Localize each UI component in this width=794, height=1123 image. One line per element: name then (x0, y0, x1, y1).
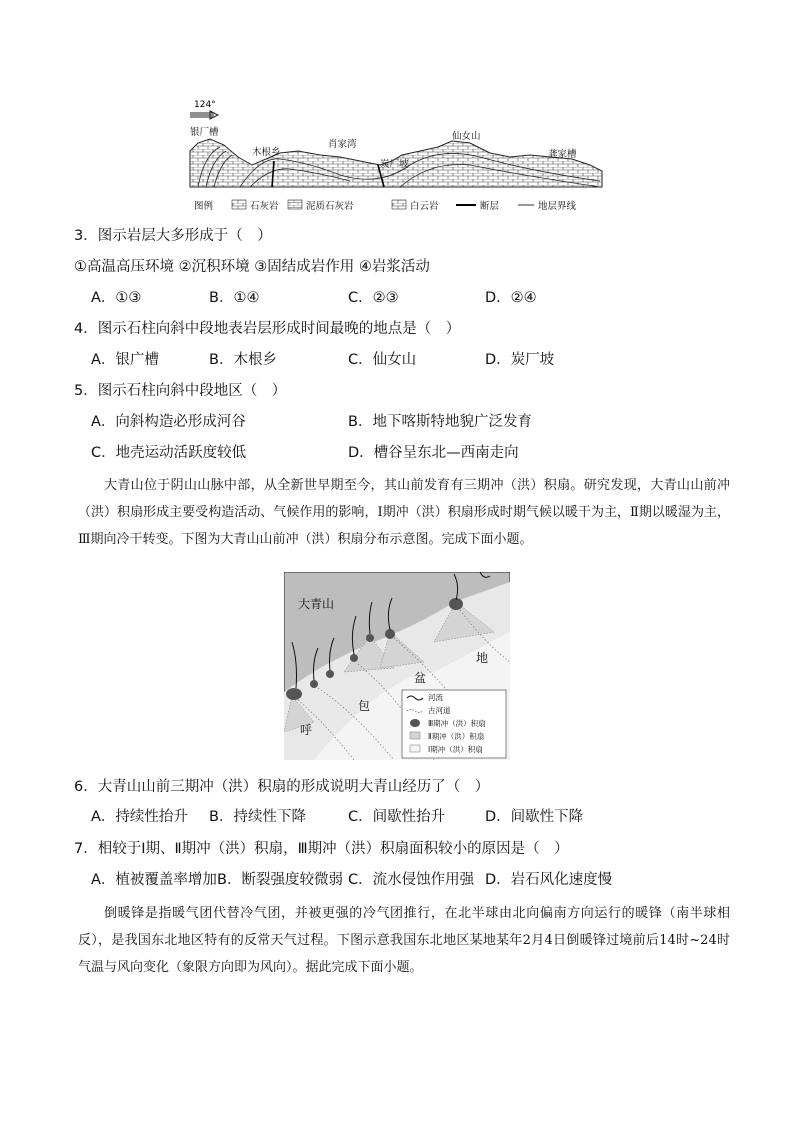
q3-option-a[interactable]: A．①③ (91, 290, 142, 306)
legend-fan2: Ⅱ期冲（洪）积扇 (428, 732, 485, 741)
question-3-stem: 3．图示岩层大多形成于（ ） (74, 228, 272, 244)
legend-fan3-swatch (410, 719, 420, 727)
place-label-yinguangcao: 银厂槽 (190, 127, 219, 138)
place-label-tanchangpo: 炭厂坡 (380, 159, 409, 170)
q3-option-b[interactable]: B．①④ (209, 290, 260, 306)
q7-option-c[interactable]: C．流水侵蚀作用强 (348, 872, 475, 888)
legend-fault: 断层 (480, 201, 500, 212)
q5-option-b[interactable]: B．地下喀斯特地貌广泛发育 (348, 414, 532, 430)
legend-swatch-limestone (232, 200, 246, 209)
q6-option-d[interactable]: D．间歇性下降 (485, 809, 584, 825)
place-label-xiaojiawan: 肖家湾 (328, 139, 357, 150)
legend-fan2-swatch (410, 732, 420, 739)
map-label-bao: 包 (358, 699, 371, 713)
place-label-xiannvshan: 仙女山 (452, 131, 481, 142)
q7-option-d[interactable]: D．岩石风化速度慢 (485, 872, 613, 888)
legend-swatch-dolomite (392, 200, 406, 209)
q4-option-c[interactable]: C．仙女山 (348, 352, 417, 368)
map-label-daqingshan: 大青山 (298, 597, 335, 611)
place-label-mugenxiang: 木根乡 (252, 147, 281, 158)
q7-option-b[interactable]: B．断裂强度较微弱 (217, 872, 343, 888)
question-7-stem: 7．相较于Ⅰ期、Ⅱ期冲（洪）积扇，Ⅲ期冲（洪）积扇面积较小的原因是（ ） (74, 841, 569, 857)
place-label-gongjiacao: 龚家槽 (548, 149, 577, 160)
direction-arrow (190, 111, 218, 119)
q5-option-d[interactable]: D．槽谷呈东北—西南走向 (348, 445, 519, 461)
question-3-statements: ①高温高压环境 ②沉积环境 ③固结成岩作用 ④岩浆活动 (74, 259, 430, 275)
map-label-hu: 呼 (300, 723, 313, 737)
q4-option-b[interactable]: B．木根乡 (209, 352, 277, 368)
passage-reverse-warm-front: 倒暖锋是指暖气团代替冷气团，并被更强的冷气团推行，在北半球由北向偏南方向运行的暖锋（南半球相反），是我国东北地区特有的反常天气过程。下图示意我国东北地区某地某年2月4日倒暖锋过境前后14时~24时气温与风向变化（象限方向即为风向）。据此完成下面小题。 (78, 906, 730, 975)
legend-boundary: 地层界线 (538, 201, 577, 212)
q5-option-a[interactable]: A．向斜构造必形成河谷 (91, 414, 246, 430)
geologic-cross-section-figure (180, 95, 620, 220)
figure2-legend (402, 690, 506, 758)
q6-option-a[interactable]: A．持续性抬升 (91, 809, 188, 825)
question-5-stem: 5．图示石柱向斜中段地区（ ） (74, 383, 287, 399)
legend-limestone: 石灰岩 (250, 201, 279, 212)
question-4-stem: 4．图示石柱向斜中段地表岩层形成时间最晚的地点是（ ） (74, 321, 461, 337)
alluvial-fan-map-figure (284, 572, 510, 760)
legend-ancient-channel: 古河道 (428, 706, 451, 715)
legend-fan1: Ⅰ期冲（洪）积扇 (428, 745, 483, 754)
map-label-di: 地 (476, 651, 489, 665)
q5-option-c[interactable]: C．地壳运动活跃度较低 (91, 445, 247, 461)
legend-title: 图例 (194, 201, 214, 212)
direction-label: 124° (194, 100, 216, 110)
legend-dolomite: 白云岩 (410, 201, 439, 212)
legend-marl: 泥质石灰岩 (306, 201, 354, 212)
legend-fan1-swatch (410, 745, 420, 752)
figure1-legend (194, 200, 577, 212)
q3-option-d[interactable]: D．②④ (485, 290, 537, 306)
map-label-pen: 盆 (414, 671, 427, 685)
legend-fan3: Ⅲ期冲（洪）积扇 (428, 719, 486, 728)
passage-daqingshan: 大青山位于阴山山脉中部，从全新世早期至今，其山前发育有三期冲（洪）积扇。研究发现，大青山山前冲（洪）积扇形成主要受构造活动、气候作用的影响，Ⅰ期冲（洪）积扇形成时期气候以暖干为主，Ⅱ期以暖湿为主，Ⅲ期向冷干转变。下图为大青山山前冲（洪）积扇分布示意图。完成下面小题。 (78, 478, 730, 547)
q3-option-c[interactable]: C．②③ (348, 290, 399, 306)
q7-option-a[interactable]: A．植被覆盖率增加 (91, 872, 217, 888)
q6-option-c[interactable]: C．间歇性抬升 (348, 809, 446, 825)
q4-option-a[interactable]: A．银广槽 (91, 352, 159, 368)
question-6-stem: 6．大青山山前三期冲（洪）积扇的形成说明大青山经历了（ ） (74, 779, 490, 795)
q4-option-d[interactable]: D．炭厂坡 (485, 352, 555, 368)
legend-river: 河流 (428, 693, 443, 702)
legend-swatch-marl (288, 200, 302, 209)
q6-option-b[interactable]: B．持续性下降 (209, 809, 306, 825)
